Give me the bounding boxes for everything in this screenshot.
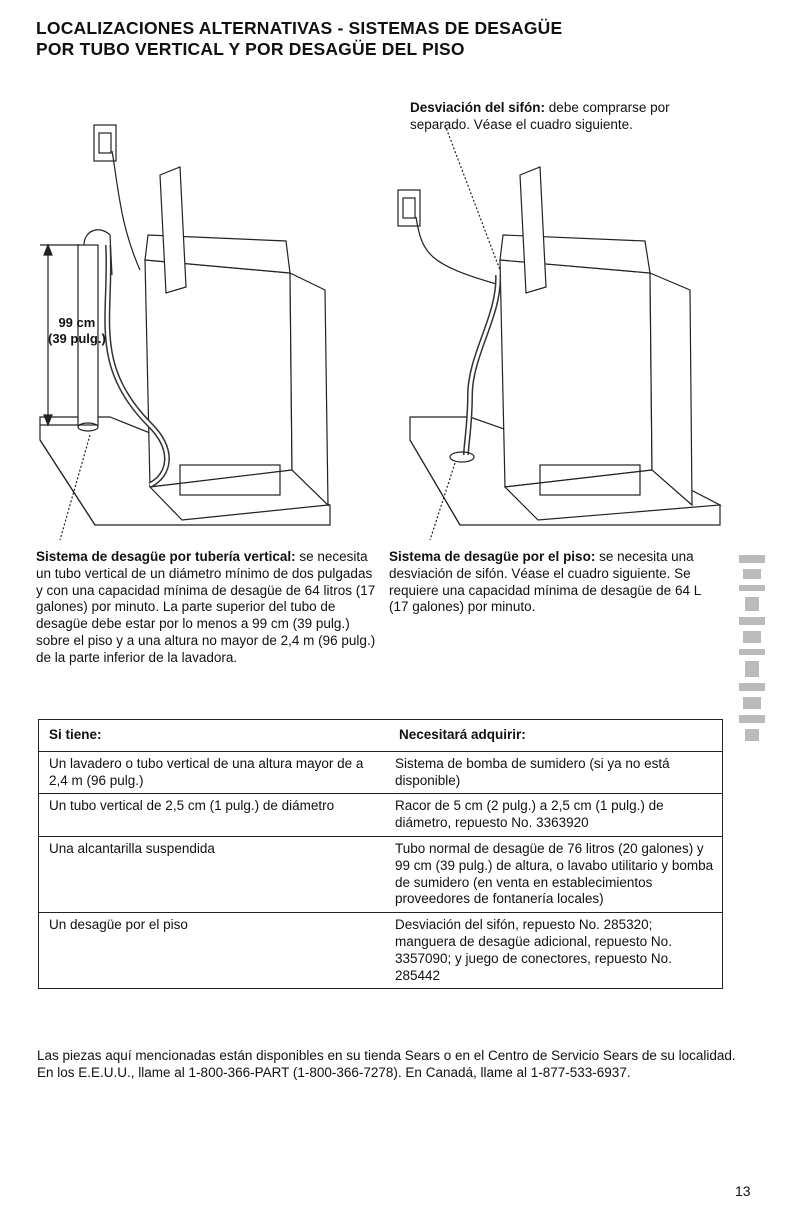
washer-drain-diagram [0,95,790,545]
page-title-line-1: LOCALIZACIONES ALTERNATIVAS - SISTEMAS DE DESAGÜE [36,18,563,38]
side-watermark-icon [735,555,769,745]
cell-have: Un desagüe por el piso [39,913,390,989]
floor-drain-caption-text: se necesita una desviación de sifón. Véase el cuadro siguiente. Se requiere una capacidad mínima de desagüe de 64 L (17 galones) por minuto. [389,549,701,615]
cell-need: Sistema de bomba de sumidero (si ya no está disponible) [389,751,723,794]
standpipe-caption [36,549,376,667]
cell-have: Una alcantarilla suspendida [39,836,390,912]
siphon-note-text: debe comprarse por separado. Véase el cuadro siguiente. [410,100,670,132]
washer-illustrations [0,95,790,545]
right-washer-body [500,260,652,487]
height-measurement [48,315,106,347]
header-need: Necesitará adquirir: [389,720,723,752]
cell-have: Un lavadero o tubo vertical de una altura mayor de a 2,4 m (96 pulg.) [39,751,390,794]
table-row [39,751,723,794]
header-have: Si tiene: [39,720,390,752]
page-title-line-2: POR TUBO VERTICAL Y POR DESAGÜE DEL PISO [36,39,465,59]
siphon-note-label: Desviación del sifón: [410,100,546,115]
requirements-table [38,719,723,989]
floor-drain-caption-label: Sistema de desagüe por el piso: [389,549,596,564]
height-measurement-in: (39 pulg.) [48,331,106,346]
height-measurement-cm: 99 cm [58,315,96,330]
cell-need: Tubo normal de desagüe de 76 litros (20 galones) y 99 cm (39 pulg.) de altura, o lavabo utilitario y bomba de sumidero (en venta en establecimientos proveedores de fontanería locales) [389,836,723,912]
floor-drain-caption [389,549,719,616]
cell-have: Un tubo vertical de 2,5 cm (1 pulg.) de diámetro [39,794,390,837]
table-header-row [39,720,723,752]
table-row [39,913,723,989]
table-row [39,794,723,837]
cell-need: Racor de 5 cm (2 pulg.) a 2,5 cm (1 pulg.) de diámetro, repuesto No. 3363920 [389,794,723,837]
left-power-cord [112,151,140,270]
table-row [39,836,723,912]
page-number: 13 [735,1183,751,1199]
standpipe-caption-label: Sistema de desagüe por tubería vertical: [36,549,296,564]
parts-availability-note: Las piezas aquí mencionadas están disponibles en su tienda Sears o en el Centro de Servicio Sears de su localidad. En los E.E.U.U., llame al 1-800-366-PART (1-800-366-7278). En Canadá, llame al 1-877-533-6937. [37,1048,736,1080]
standpipe-caption-text: se necesita un tubo vertical de un diámetro mínimo de dos pulgadas y con una capacidad mínima de desagüe de 64 litros (17 galones) por minuto. La parte superior del tubo de desagüe debe estar por lo menos a 99 cm (39 pulg.) sobre el piso y a una altura no mayor de 2,4 m (96 pulg.) de la parte inferior de la lavadora. [36,549,376,665]
cell-need: Desviación del sifón, repuesto No. 285320; manguera de desagüe adicional, repuesto No. 3357090; y juego de conectores, repuesto No. 285442 [389,913,723,989]
right-power-cord [416,217,500,285]
page-title [36,18,736,60]
